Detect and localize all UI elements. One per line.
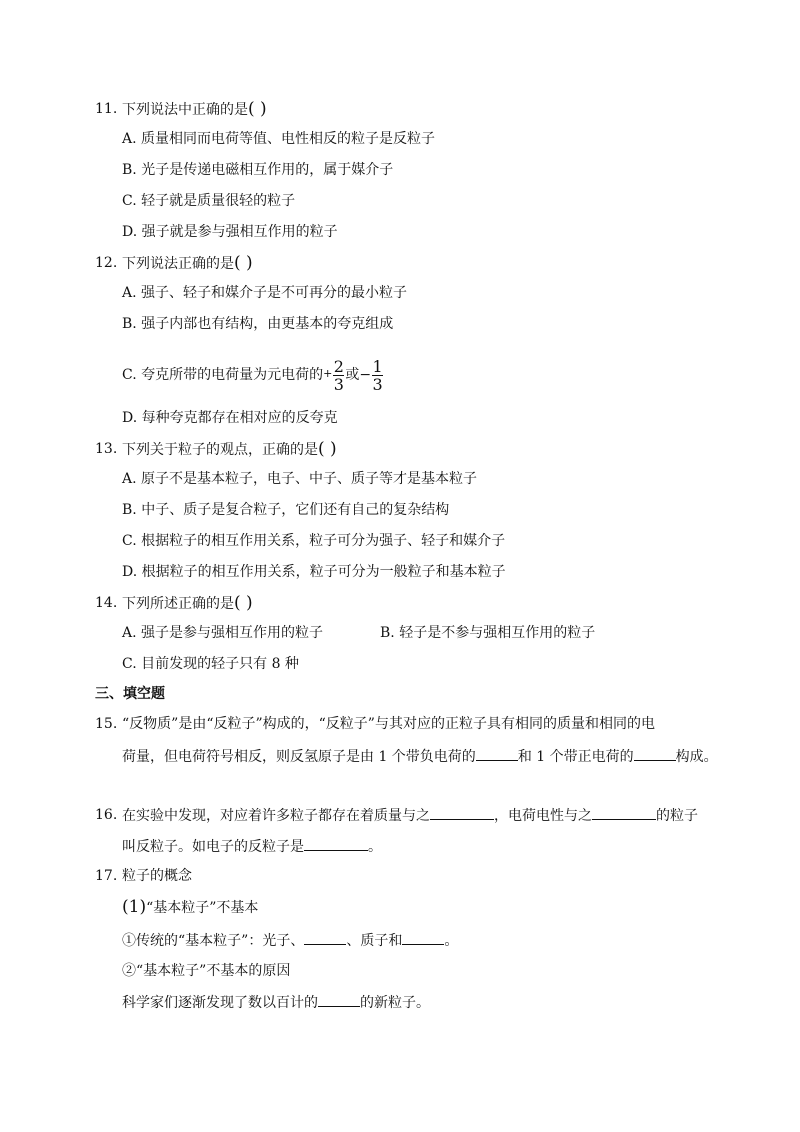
question-number: 15. xyxy=(95,716,118,732)
question-text-line: 在实验中发现，对应着许多粒子都存在着质量与之 ，电荷电性与之 的粒子 xyxy=(122,805,698,826)
fill-blank xyxy=(430,805,494,820)
fraction-two-thirds: $\frac{2}{3}$ xyxy=(333,356,344,394)
question-number: 13. xyxy=(95,441,118,457)
option-a: A. 质量相同而电荷等值、电性相反的粒子是反粒子 xyxy=(122,131,436,147)
option-a: A. 原子不是基本粒子，电子、中子、质子等才是基本粒子 xyxy=(122,471,478,487)
plus-sign: + xyxy=(323,367,333,380)
option-b: B. 轻子是不参与强相互作用的粒子 xyxy=(380,625,596,641)
question-stem: 下列关于粒子的观点，正确的是( ) xyxy=(122,439,337,459)
fill-blank xyxy=(634,746,676,761)
answer-paren: ( ) xyxy=(234,253,253,273)
option-c: C. 根据粒子的相互作用关系，粒子可分为强子、轻子和媒介子 xyxy=(122,533,506,549)
option-b: B. 中子、质子是复合粒子，它们还有自己的复杂结构 xyxy=(122,502,450,518)
answer-paren: ( ) xyxy=(248,99,267,119)
fill-blank xyxy=(476,746,518,761)
answer-paren: ( ) xyxy=(318,439,337,459)
question-stem: 下列所述正确的是( ) xyxy=(122,593,253,613)
option-c: C. 目前发现的轻子只有 8 种 xyxy=(122,656,299,672)
question-stem: 下列说法正确的是( ) xyxy=(122,253,253,273)
fraction-one-third: $\frac{1}{3}$ xyxy=(372,356,383,394)
option-b: B. 强子内部也有结构，由更基本的夸克组成 xyxy=(122,316,394,332)
option-b: B. 光子是传递电磁相互作用的，属于媒介子 xyxy=(122,162,394,178)
question-text-line: “反物质”是由“反粒子”构成的，“反粒子”与其对应的正粒子具有相同的质量和相同的电 xyxy=(122,716,655,732)
sub-question: (1)“基本粒子”不基本 xyxy=(122,897,259,917)
question-number: 16. xyxy=(95,807,118,823)
question-number: 11. xyxy=(95,101,118,117)
option-a: A. 强子、轻子和媒介子是不可再分的最小粒子 xyxy=(122,285,408,301)
sub-item-1: ①传统的“基本粒子”：光子、 、质子和 。 xyxy=(122,930,458,951)
option-c: C. 夸克所带的电荷量为元电荷的+ $\frac{2}{3}$ 或− $\frac{1}{3}$ xyxy=(122,356,383,394)
option-a: A. 强子是参与强相互作用的粒子 xyxy=(122,625,324,641)
fill-blank xyxy=(318,992,360,1007)
question-text-line: 叫反粒子。如电子的反粒子是 。 xyxy=(122,836,382,857)
question-number: 14. xyxy=(95,595,118,611)
minus-sign: − xyxy=(359,367,372,383)
option-d: D. 每种夸克都存在相对应的反夸克 xyxy=(122,410,338,426)
question-number: 17. xyxy=(95,868,118,884)
fill-blank xyxy=(304,930,346,945)
question-title: 粒子的概念 xyxy=(122,868,192,884)
question-text-line: 荷量，但电荷符号相反，则反氢原子是由 1 个带负电荷的 和 1 个带正电荷的 构成。 xyxy=(122,746,718,767)
question-number: 12. xyxy=(95,255,118,271)
answer-paren: ( ) xyxy=(234,593,253,613)
sub-item-2: ②“基本粒子”不基本的原因 xyxy=(122,963,291,979)
option-c: C. 轻子就是质量很轻的粒子 xyxy=(122,193,296,209)
fill-blank xyxy=(592,805,656,820)
fill-blank xyxy=(304,836,368,851)
fill-blank xyxy=(402,930,444,945)
option-d: D. 根据粒子的相互作用关系，粒子可分为一般粒子和基本粒子 xyxy=(122,564,506,580)
option-d: D. 强子就是参与强相互作用的粒子 xyxy=(122,224,338,240)
question-text-line: 科学家们逐渐发现了数以百计的 的新粒子。 xyxy=(122,992,430,1013)
question-stem: 下列说法中正确的是( ) xyxy=(122,99,267,119)
section-title: 三、填空题 xyxy=(95,686,165,702)
